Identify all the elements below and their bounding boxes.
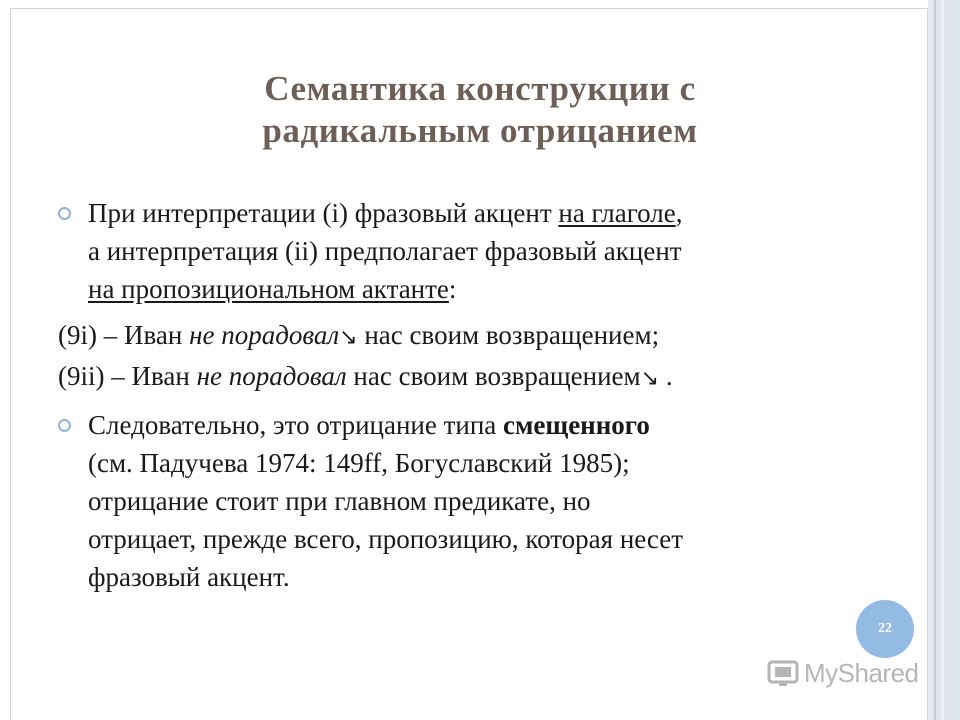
- bullet-1-line-3: [88, 270, 908, 308]
- falling-accent-arrow-icon: ↘: [339, 325, 358, 350]
- bullet-1-line-1: [88, 194, 908, 232]
- slide-body: [58, 194, 908, 596]
- underlined-phrase-verb: на глаголе: [558, 198, 676, 228]
- bullet-circle-icon: [58, 207, 71, 220]
- page-number-badge: 22: [856, 600, 914, 658]
- bullet-item-1: [58, 194, 908, 308]
- bullet-1-line-2: а интерпретация (ii) предполагает фразовый акцент: [88, 236, 682, 266]
- bullet-2-line-1: [88, 406, 908, 444]
- text-span: Следовательно, это отрицание типа: [88, 410, 504, 440]
- example-prefix: (9ii) – Иван: [58, 361, 197, 391]
- text-span: При интерпретации (i) фразовый акцент: [88, 198, 559, 228]
- myshared-logo-icon: [766, 658, 800, 688]
- example-end: .: [659, 361, 673, 391]
- title-line-2: радикальным отрицанием: [262, 111, 698, 150]
- myshared-watermark: [766, 656, 919, 690]
- decor-stripe: [941, 0, 944, 720]
- example-9ii: [58, 357, 908, 398]
- slide-title: [170, 68, 790, 152]
- title-line-1: Семантика конструкции с: [264, 69, 696, 108]
- bullet-circle-icon: [58, 419, 71, 432]
- example-9i: [58, 316, 908, 357]
- text-span: ,: [675, 198, 683, 228]
- bullet-2-line-5: фразовый акцент.: [88, 562, 290, 592]
- example-rest: нас своим возвращением: [346, 361, 641, 391]
- falling-accent-arrow-icon: ↘: [640, 366, 660, 391]
- bullet-item-2: [58, 406, 908, 596]
- example-rest: нас своим возвращением;: [357, 320, 660, 350]
- bold-term: смещенного: [503, 410, 650, 440]
- watermark-text: MyShared: [804, 657, 919, 688]
- example-prefix: (9i) – Иван: [58, 320, 190, 350]
- example-italic: не порадовал: [189, 320, 340, 350]
- decor-stripe: [936, 0, 960, 720]
- text-span: :: [448, 274, 457, 304]
- underlined-phrase-actant: на пропозициональном актанте: [88, 274, 449, 304]
- bullet-2-line-4: отрицает, прежде всего, пропозицию, которая несет: [88, 524, 684, 554]
- bullet-2-line-3: отрицание стоит при главном предикате, но: [88, 486, 591, 516]
- bullet-2-line-2: (см. Падучева 1974: 149ff, Богуславский 1985);: [88, 448, 630, 478]
- example-italic: не порадовал: [196, 361, 347, 391]
